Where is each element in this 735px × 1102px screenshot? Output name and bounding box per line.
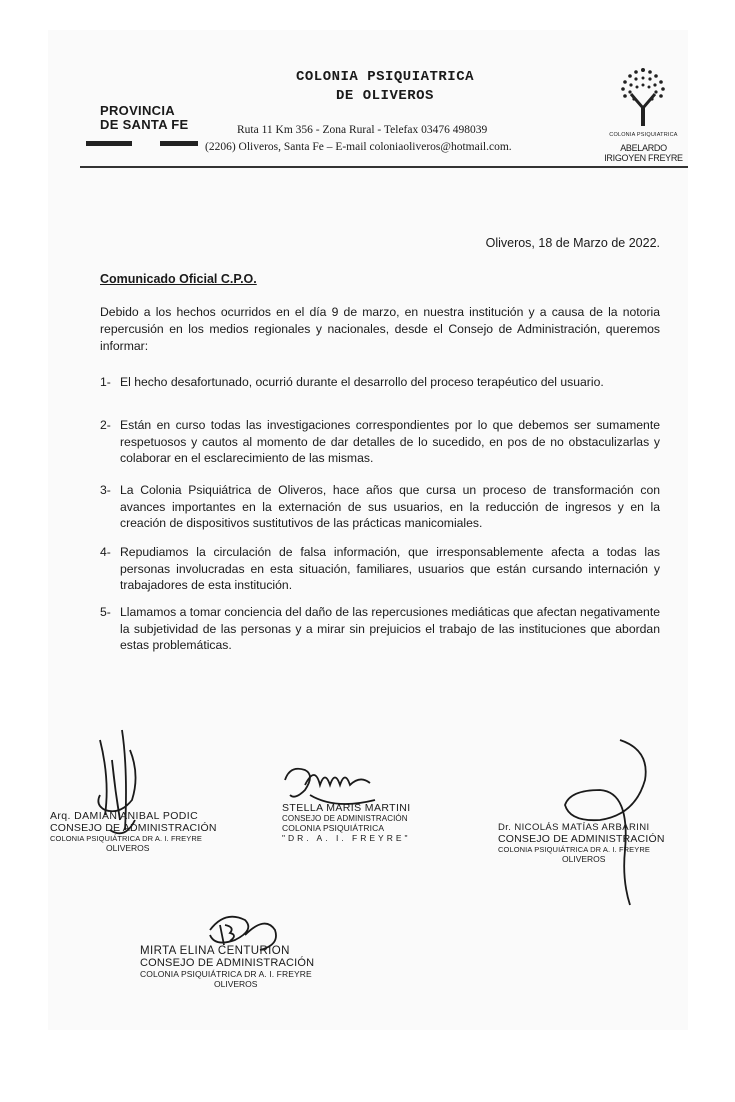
institution-name-line1: COLONIA PSIQUIATRICA xyxy=(295,69,475,85)
list-item-number: 5- xyxy=(100,605,111,619)
signature-name: MIRTA ELINA CENTURION xyxy=(140,945,290,957)
signature-council: CONSEJO DE ADMINISTRACIÓN xyxy=(282,814,408,823)
signature-scribble-arbarini xyxy=(540,730,680,910)
list-item xyxy=(100,374,660,391)
signature-institution: COLONIA PSIQUIÁTRICA DR A. I. FREYRE xyxy=(50,834,202,843)
signature-block xyxy=(140,945,314,989)
signature-block xyxy=(282,802,411,843)
signature-name: Dr. NICOLÁS MATÍAS ARBARINI xyxy=(498,822,650,833)
signature-council: CONSEJO DE ADMINISTRACIÓN xyxy=(140,957,315,969)
signature-city: OLIVEROS xyxy=(214,979,258,989)
list-item-text: Están en curso todas las investigaciones correspondientes por lo que debemos ser sumamente respetuosos y cautos al momento de dar detalles de lo sucedido, en pos de no obstaculizarlas y colaborar en el esclarecimiento de las mismas. xyxy=(120,418,660,465)
logo-caption-small: COLONIA PSIQUIATRICA xyxy=(609,132,678,138)
list-item-number: 1- xyxy=(100,375,111,389)
list-item-text: El hecho desafortunado, ocurrió durante el desarrollo del proceso terapéutico del usuario. xyxy=(120,375,604,389)
signature-council: CONSEJO DE ADMINISTRACIÓN xyxy=(498,833,665,845)
list-item xyxy=(100,482,660,532)
list-item xyxy=(100,544,660,594)
signature-city: "DR. A. I. FREYRE" xyxy=(282,833,411,843)
signature-block xyxy=(50,810,217,853)
signature-institution: COLONIA PSIQUIÁTRICA xyxy=(282,823,385,833)
signature-institution: COLONIA PSIQUIÁTRICA DR A. I. FREYRE xyxy=(140,969,312,979)
province-line2: DE SANTA FE xyxy=(100,117,189,132)
list-item-text: Repudiamos la circulación de falsa información, que irresponsablemente afecta a todas las personas involucradas en esta situación, familiares, usuarios que están cursando internación y trabajadores de esta institución. xyxy=(120,545,660,592)
contact-block xyxy=(205,122,512,156)
logo-caption-line2: IRIGOYEN FREYRE xyxy=(604,153,683,163)
signature-name: STELLA MARIS MARTINI xyxy=(282,802,411,814)
letterhead-divider xyxy=(80,166,688,168)
list-item xyxy=(100,604,660,654)
list-item xyxy=(100,417,660,467)
address-line: Ruta 11 Km 356 - Zona Rural - Telefax 03476 498039 xyxy=(237,124,488,136)
signature-city: OLIVEROS xyxy=(106,843,150,853)
institution-name-line2: DE OLIVEROS xyxy=(336,88,434,104)
province-bar-right xyxy=(160,141,198,146)
list-item-text: La Colonia Psiquiátrica de Oliveros, hace años que cursa un proceso de transformación con avances importantes en la externación de sus usuarios, en la reducción de ingresos y en la creación de dispositivos sustitutivos de las prácticas manicomiales. xyxy=(120,483,660,530)
logo-caption xyxy=(596,143,691,163)
signature-institution: COLONIA PSIQUIÁTRICA DR A. I. FREYRE xyxy=(498,845,650,854)
list-item-text: Llamamos a tomar conciencia del daño de las repercusiones mediáticas que afectan negativamente la subjetividad de las personas y a mirar sin prejuicios el trabajo de las instituciones que abordan estas problemáticas. xyxy=(120,605,660,652)
letter-date: Oliveros, 18 de Marzo de 2022. xyxy=(485,236,660,250)
signature-council: CONSEJO DE ADMINISTRACIÓN xyxy=(50,822,217,834)
list-item-number: 4- xyxy=(100,545,111,559)
letter-intro: Debido a los hechos ocurridos en el día 9 de marzo, en nuestra institución y a causa de la notoria repercusión en los medios regionales y nacionales, desde el Consejo de Administración, queremos informar: xyxy=(100,305,660,353)
province-label xyxy=(100,104,189,132)
list-item-number: 2- xyxy=(100,418,111,432)
list-item-number: 3- xyxy=(100,483,111,497)
logo-caption-line1: ABELARDO xyxy=(620,143,667,153)
province-bar-left xyxy=(86,141,132,146)
signature-scribble-podic xyxy=(70,720,190,880)
province-line1: PROVINCIA xyxy=(100,103,175,118)
signature-name: Arq. DAMIAN ANIBAL PODIC xyxy=(50,810,199,822)
letter-subject: Comunicado Oficial C.P.O. xyxy=(100,272,257,286)
contact-line: (2206) Oliveros, Santa Fe – E-mail coloniaoliveros@hotmail.com. xyxy=(205,141,512,153)
signature-block xyxy=(498,822,665,864)
institution-name xyxy=(260,68,510,106)
signature-city: OLIVEROS xyxy=(562,854,606,864)
